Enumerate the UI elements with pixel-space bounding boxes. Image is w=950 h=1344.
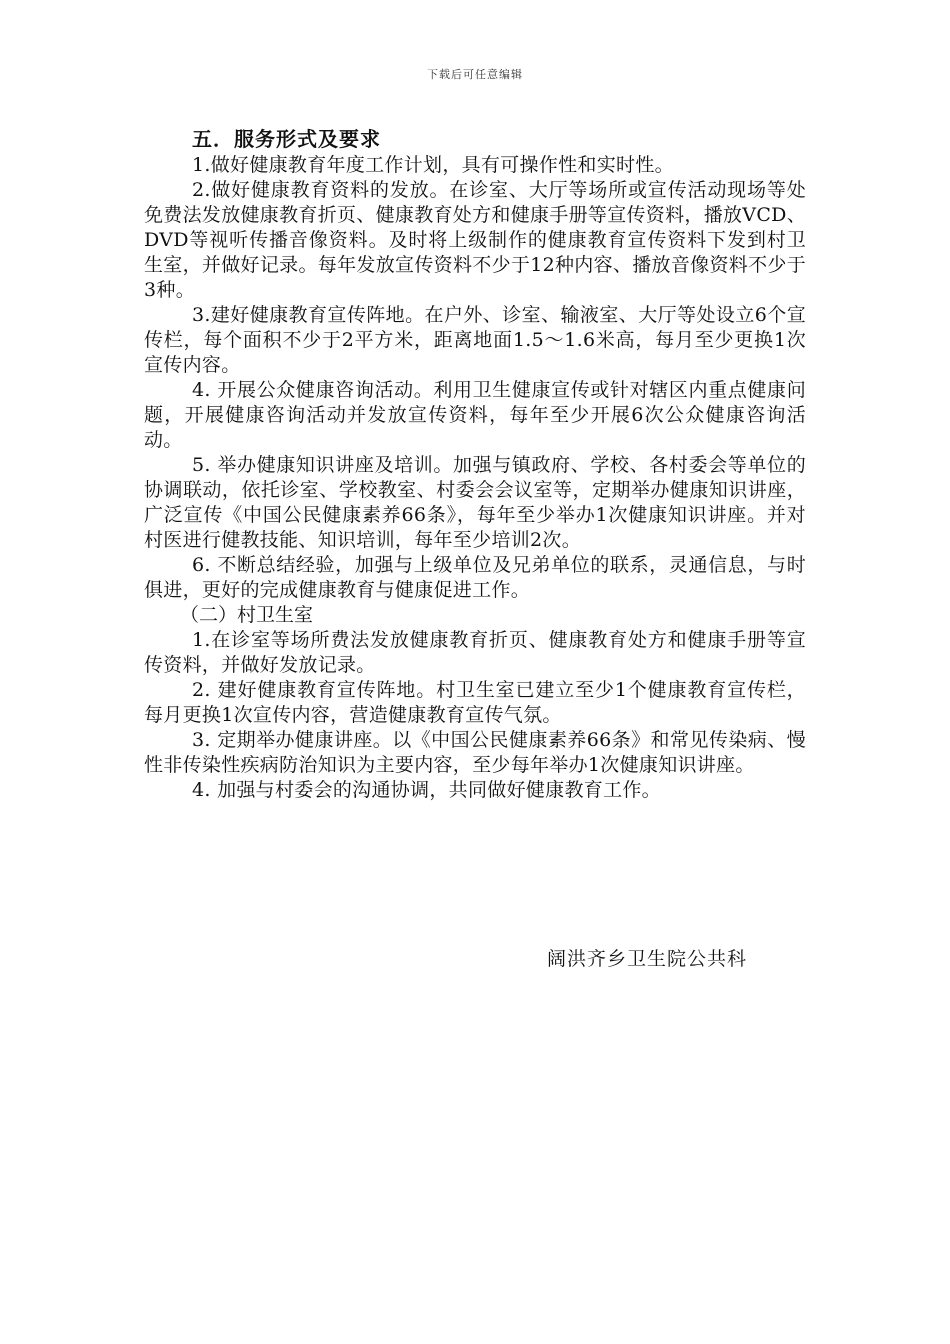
paragraph: 1.做好健康教育年度工作计划，具有可操作性和实时性。 xyxy=(192,154,674,176)
paragraph: 2. 建好健康教育宣传阵地。村卫生室已建立至少1个健康教育宣传栏，每月更换1次宣传内容，营造健康教育宣传气氛。 xyxy=(144,679,806,726)
paragraph: 3. 定期举办健康讲座。以《中国公民健康素养66条》和常见传染病、慢性非传染性疾病防治知识为主要内容，至少每年举办1次健康知识讲座。 xyxy=(144,729,806,776)
paragraph: 3.建好健康教育宣传阵地。在户外、诊室、输液室、大厅等处设立6个宣传栏，每个面积不少于2平方米，距离地面1.5～1.6米高，每月至少更换1次宣传内容。 xyxy=(144,304,806,376)
paragraph: 1.在诊室等场所费法发放健康教育折页、健康教育处方和健康手册等宣传资料，并做好发放记录。 xyxy=(144,629,806,676)
sub-heading: （二）村卫生室 xyxy=(180,604,314,626)
paragraph: 4. 加强与村委会的沟通协调，共同做好健康教育工作。 xyxy=(192,779,661,801)
document-body xyxy=(144,125,806,803)
section-title: 五．服务形式及要求 xyxy=(192,127,381,151)
paragraph: 2.做好健康教育资料的发放。在诊室、大厅等场所或宣传活动现场等处免费法发放健康教育折页、健康教育处方和健康手册等宣传资料，播放VCD、DVD等视听传播音像资料。及时将上级制作的健康教育宣传资料下发到村卫生室，并做好记录。每年发放宣传资料不少于12种内容、播放音像资料不少于3种。 xyxy=(144,179,806,301)
paragraph: 5. 举办健康知识讲座及培训。加强与镇政府、学校、各村委会等单位的协调联动，依托诊室、学校教室、村委会会议室等，定期举办健康知识讲座，广泛宣传《中国公民健康素养66条》，每年至少举办1次健康知识讲座。并对村医进行健教技能、知识培训，每年至少培训2次。 xyxy=(144,454,806,551)
paragraph: 4. 开展公众健康咨询活动。利用卫生健康宣传或针对辖区内重点健康问题，开展健康咨询活动并发放宣传资料，每年至少开展6次公众健康咨询活动。 xyxy=(144,379,806,451)
signature: 阔洪齐乡卫生院公共科 xyxy=(547,948,748,970)
header-note: 下载后可任意编辑 xyxy=(427,68,523,81)
paragraph: 6. 不断总结经验，加强与上级单位及兄弟单位的联系，灵通信息，与时俱进，更好的完成健康教育与健康促进工作。 xyxy=(144,554,806,601)
